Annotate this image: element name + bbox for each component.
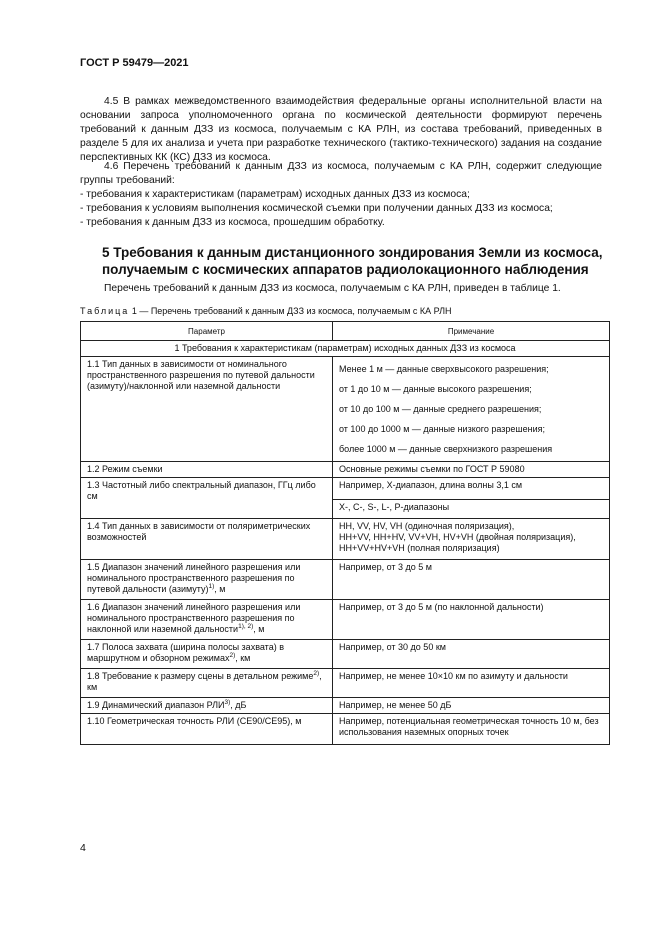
- table-row: [81, 357, 610, 462]
- note-cell: [333, 357, 610, 462]
- table-row: [81, 698, 610, 714]
- table-row: [81, 478, 610, 500]
- param-cell: 1.2 Режим съемки: [81, 462, 333, 478]
- table-subheader-row: [81, 341, 610, 357]
- param-cell: [81, 560, 333, 600]
- bullet-item: - требования к характеристикам (параметрам) исходных данных ДЗЗ из космоса;: [80, 189, 470, 200]
- note-cell: Например, от 3 до 5 м (по наклонной дальности): [333, 600, 610, 640]
- section-title-line-1: 5 Требования к данным дистанционного зондирования Земли из космоса,: [102, 245, 603, 260]
- paragraph-4-6: [80, 160, 602, 230]
- subheader-cell: 1 Требования к характеристикам (параметрам) исходных данных ДЗЗ из космоса: [81, 341, 610, 357]
- param-unit: , м: [253, 624, 265, 634]
- table-row: [81, 600, 610, 640]
- standard-number: ГОСТ Р 59479—2021: [80, 57, 189, 69]
- paragraph-4-6-text: 4.6 Перечень требований к данным ДЗЗ из космоса, получаемым с КА РЛН, содержит следующие группы требований:: [80, 161, 602, 186]
- section-title-line-2: получаемым с космических аппаратов радиолокационного наблюдения: [102, 262, 589, 277]
- note-cell: Например, Х-диапазон, длина волны 3,1 см: [333, 478, 610, 500]
- footnote-ref: 2): [313, 670, 320, 677]
- param-cell: 1.3 Частотный либо спектральный диапазон, ГГц либо см: [81, 478, 333, 519]
- note-line: от 100 до 1000 м — данные низкого разрешения;: [339, 424, 545, 434]
- note-cell: Например, от 3 до 5 м: [333, 560, 610, 600]
- bullet-item: - требования к условиям выполнения космической съемки при получении данных ДЗЗ из космоса;: [80, 203, 553, 214]
- param-cell: 1.10 Геометрическая точность РЛИ (CE90/CE95), м: [81, 714, 333, 745]
- param-text: 1.7 Полоса захвата (ширина полосы захвата) в маршрутном и обзорном режимах: [87, 642, 284, 663]
- param-cell: 1.1 Тип данных в зависимости от номинального пространственного разрешения по путевой дальности (азимуту)/наклонной или наземной дальности: [81, 357, 333, 462]
- param-cell: 1.4 Тип данных в зависимости от поляриметрических возможностей: [81, 519, 333, 560]
- table-row: [81, 714, 610, 745]
- note-line: HH+VV+HV+VH (полная поляризация): [339, 543, 500, 553]
- param-cell: [81, 669, 333, 698]
- note-line: от 10 до 100 м — данные среднего разрешения;: [339, 404, 542, 414]
- param-cell: [81, 640, 333, 669]
- table-caption-text: 1 — Перечень требований к данным ДЗЗ из космоса, получаемым с КА РЛН: [131, 306, 452, 316]
- note-line: более 1000 м — данные сверхнизкого разрешения: [339, 444, 553, 454]
- section-intro: Перечень требований к данным ДЗЗ из космоса, получаемым с КА РЛН, приведен в таблице 1.: [104, 283, 561, 294]
- note-line: Менее 1 м — данные сверхвысокого разрешения;: [339, 364, 549, 374]
- header-note: Примечание: [333, 322, 610, 341]
- param-cell: [81, 698, 333, 714]
- paragraph-4-5: [80, 95, 602, 165]
- note-cell: X-, C-, S-, L-, P-диапазоны: [333, 500, 610, 519]
- param-text: 1.9 Динамический диапазон РЛИ: [87, 700, 225, 710]
- param-text: 1.6 Диапазон значений линейного разрешения или номинального пространственного разрешения по наклонной или наземной дальности: [87, 602, 301, 634]
- paragraph-4-5-text: 4.5 В рамках межведомственного взаимодействия федеральные органы исполнительной власти на основании запроса уполномоченного органа по космической деятельности формируют перечень требований к данным ДЗЗ из космоса, получаемым с КА РЛН, из состава требований, приведенных в разделе 5 для их анализа и учета при разработке технического (тактико-технического) задания на создание перспективных КК (КС) ДЗЗ из космоса.: [80, 96, 602, 163]
- section-5-title: [102, 244, 612, 278]
- note-cell: Основные режимы съемки по ГОСТ Р 59080: [333, 462, 610, 478]
- table-row: [81, 462, 610, 478]
- param-cell: [81, 600, 333, 640]
- note-cell: Например, не менее 10×10 км по азимуту и дальности: [333, 669, 610, 698]
- bullet-item: - требования к данным ДЗЗ из космоса, прошедшим обработку.: [80, 217, 385, 228]
- footnote-ref: 1), 2): [238, 623, 254, 630]
- table-row: [81, 669, 610, 698]
- param-unit: , км: [235, 653, 251, 663]
- note-line: HH, VV, HV, VH (одиночная поляризация),: [339, 521, 515, 531]
- table-caption: [80, 306, 452, 316]
- param-text: 1.8 Требование к размеру сцены в детальном режиме: [87, 671, 314, 681]
- note-cell: Например, не менее 50 дБ: [333, 698, 610, 714]
- note-cell: [333, 519, 610, 560]
- footnote-ref: 1): [208, 583, 215, 590]
- note-line: HH+VV, HH+HV, VV+VH, HV+VH (двойная поляризация),: [339, 532, 576, 542]
- param-text: 1.5 Диапазон значений линейного разрешения или номинального пространственного разрешения по путевой дальности (азимуту): [87, 562, 301, 594]
- table-header-row: [81, 322, 610, 341]
- header-param: Параметр: [81, 322, 333, 341]
- requirements-table: [80, 321, 610, 745]
- table-caption-label: Таблица: [80, 306, 130, 316]
- note-line: от 1 до 10 м — данные высокого разрешения;: [339, 384, 532, 394]
- note-cell: Например, от 30 до 50 км: [333, 640, 610, 669]
- footnote-ref: 3): [224, 699, 231, 706]
- note-cell: Например, потенциальная геометрическая точность 10 м, без использования наземных опорных точек: [333, 714, 610, 745]
- table-row: [81, 560, 610, 600]
- page-number: 4: [80, 842, 86, 854]
- table-row: [81, 640, 610, 669]
- param-unit: , дБ: [230, 700, 247, 710]
- table-row: [81, 519, 610, 560]
- param-unit: , м: [214, 584, 226, 594]
- footnote-ref: 2): [229, 652, 236, 659]
- param-unit: , км: [87, 671, 322, 692]
